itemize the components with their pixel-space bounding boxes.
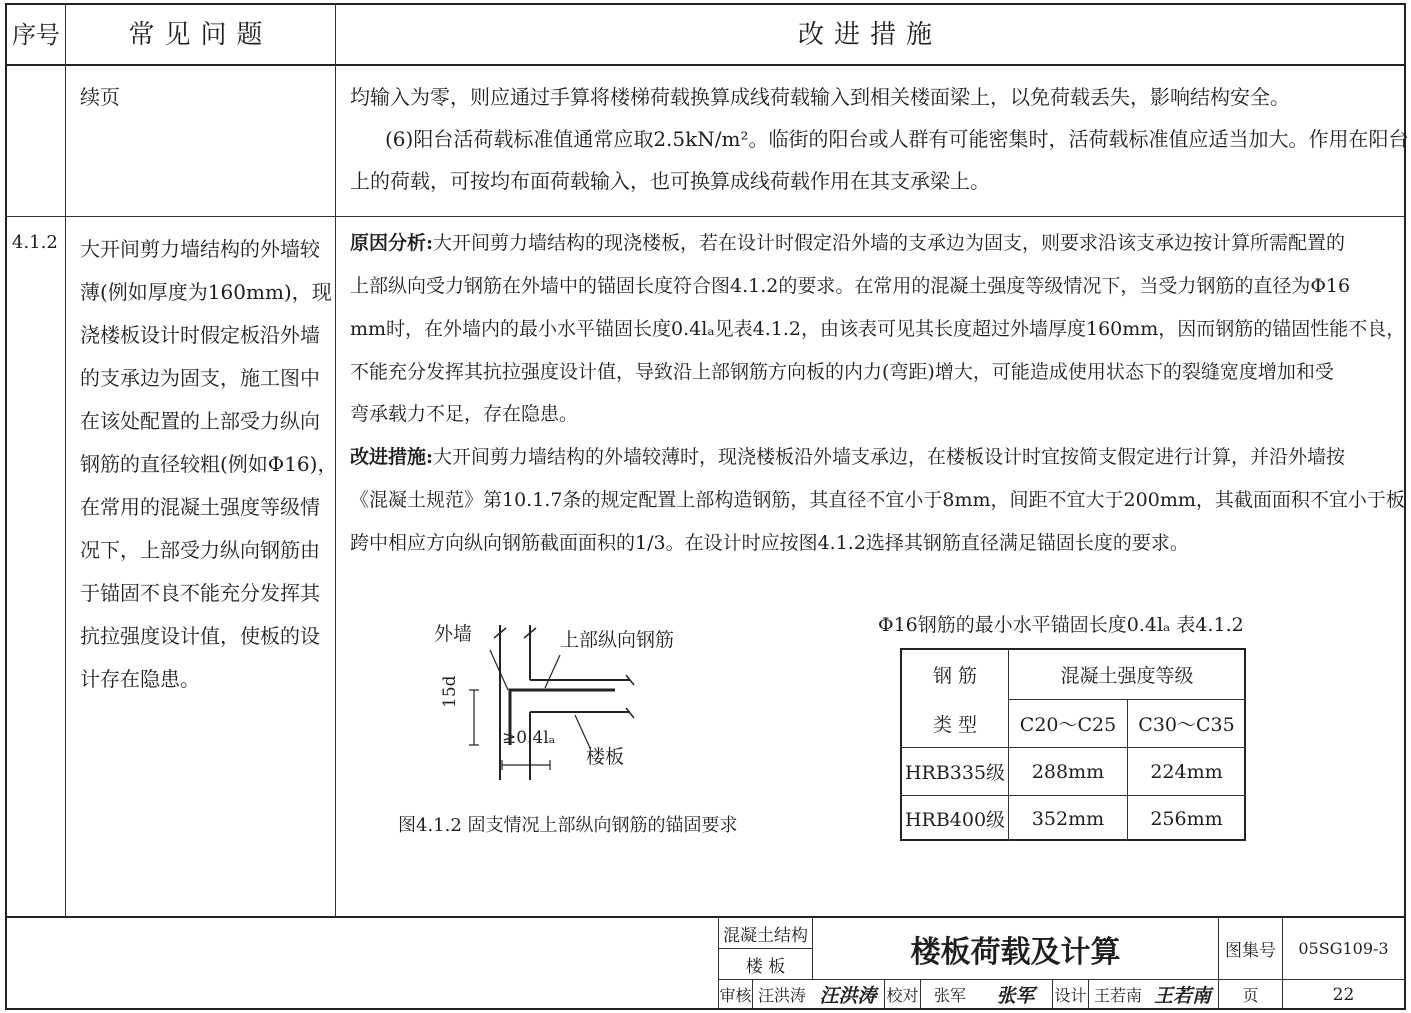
tb-check-signature: 张军 [996, 985, 1035, 1007]
table-cell-value: 224mm [1150, 760, 1223, 783]
header-divider [5, 64, 1406, 66]
table-title: Φ16钢筋的最小水平锚固长度0.4lₐ 表4.1.2 [878, 614, 1244, 636]
analysis-text: 大开间剪力墙结构的现浇楼板，若在设计时假定沿外墙的支承边为固支，则要求沿该支承边按计算所需配置的 [433, 232, 1346, 254]
item-number: 4.1.2 [12, 232, 58, 253]
problem-line: 于锚固不良不能充分发挥其 [80, 581, 320, 605]
tb-atlas-number: 05SG109-3 [1298, 939, 1389, 958]
label-top-rebar: 上部纵向钢筋 [560, 629, 675, 651]
table-head-c20-c25: C20～C25 [1019, 714, 1117, 736]
table-cell-type: HRB400级 [904, 809, 1006, 831]
table-head-c30-c35: C30～C35 [1138, 714, 1235, 736]
header-serial-no: 序号 [12, 20, 60, 49]
row1-line-3: 上的荷载，可按均布面荷载输入，也可换算成线荷载作用在其支承梁上。 [350, 169, 990, 193]
label-15d: 15d [440, 675, 460, 708]
tb-atlas-label: 图集号 [1225, 941, 1276, 961]
problem-line: 浇楼板设计时假定板沿外墙 [80, 323, 320, 347]
col-divider-1 [65, 3, 66, 917]
problem-line: 在常用的混凝土强度等级情 [80, 495, 320, 519]
measure-line-3: 跨中相应方向纵向钢筋截面面积的1/3。在设计时应按图4.1.2选择其钢筋直径满足锚固长度的要求。 [350, 532, 1189, 554]
problem-line: 计存在隐患。 [80, 667, 200, 691]
header-improvement-measures: 改进措施 [797, 19, 942, 50]
label-outer-wall: 外墙 [434, 623, 473, 645]
analysis-line-3: mm时，在外墙内的最小水平锚固长度0.4lₐ见表4.1.2，由该表可见其长度超过外墙厚度160mm，因而钢筋的锚固性能不良， [350, 318, 1406, 340]
problem-line: 在该处配置的上部受力纵向 [80, 409, 320, 433]
figure-caption: 图4.1.2 固支情况上部纵向钢筋的锚固要求 [398, 815, 738, 836]
tb-design-name: 王若南 [1093, 986, 1142, 1005]
row1-line-2: (6)阳台活荷载标准值通常应取2.5kN/m²。临街的阳台或人群有可能密集时，活荷载标准值应适当加大。作用在阳台 [385, 127, 1409, 151]
problem-line: 抗拉强度设计值，使板的设 [80, 624, 320, 648]
tb-review-name: 汪洪涛 [757, 986, 806, 1005]
problem-line: 钢筋的直径较粗(例如Φ16)， [80, 452, 338, 476]
problem-line: 况下，上部受力纵向钢筋由 [80, 538, 320, 562]
tb-category-top: 混凝土结构 [723, 925, 808, 946]
measure-text: 大开间剪力墙结构的外墙较薄时，现浇楼板沿外墙支承边，在楼板设计时宜按简支假定进行计算，并沿外墙按 [433, 446, 1346, 468]
row1-line-1: 均输入为零，则应通过手算将楼梯荷载换算成线荷载输入到相关楼面梁上，以免荷载丢失，影响结构安全。 [350, 85, 1290, 109]
tb-check-name: 张军 [933, 986, 966, 1005]
table-cell-value: 288mm [1031, 760, 1105, 783]
analysis-line-5: 弯承载力不足，存在隐患。 [350, 403, 579, 425]
measure-label: 改进措施: [350, 446, 434, 468]
analysis-label: 原因分析: [350, 232, 434, 254]
analysis-line-4: 不能充分发挥其抗拉强度设计值，导致沿上部钢筋方向板的内力(弯距)增大，可能造成使用状态下的裂缝宽度增加和受 [350, 361, 1334, 383]
analysis-paragraph-line [350, 222, 1345, 264]
tb-page-label: 页 [1242, 986, 1259, 1005]
table-cell-value: 352mm [1031, 807, 1105, 830]
measure-paragraph-line [350, 436, 1345, 478]
analysis-line-2: 上部纵向受力钢筋在外墙中的锚固长度符合图4.1.2的要求。在常用的混凝土强度等级情况下，当受力钢筋的直径为Φ16 [350, 275, 1351, 297]
problem-description [80, 228, 338, 701]
label-anchor-length: ≥0.4lₐ [502, 728, 556, 748]
tb-check-label: 校对 [886, 986, 919, 1005]
tb-design-label: 设计 [1054, 986, 1087, 1005]
table-cell-type: HRB335级 [904, 762, 1006, 784]
label-slab: 楼板 [586, 746, 625, 768]
table-border-left [5, 3, 7, 1009]
table-head-rebar: 钢 筋 [932, 664, 978, 687]
problem-line: 的支承边为固支，施工图中 [80, 366, 320, 390]
continuation-label: 续页 [80, 85, 120, 109]
problem-line: 薄(例如厚度为160mm)，现 [80, 280, 332, 304]
tb-design-signature: 王若南 [1153, 985, 1211, 1007]
tb-page-number: 22 [1332, 984, 1355, 1005]
table-cell-value: 256mm [1150, 807, 1223, 830]
table-head-type: 类 型 [932, 713, 978, 736]
header-common-problems: 常见问题 [128, 19, 273, 50]
tb-review-signature: 汪洪涛 [819, 985, 877, 1007]
measure-line-2: 《混凝土规范》第10.1.7条的规定配置上部构造钢筋，其直径不宜小于8mm，间距不宜大于200mm，其截面面积不宜小于板 [350, 489, 1405, 511]
tb-category-bottom: 楼 板 [745, 956, 786, 977]
problem-line: 大开间剪力墙结构的外墙较 [80, 237, 320, 261]
table-head-concrete-grade: 混凝土强度等级 [1060, 665, 1194, 687]
row-divider [5, 216, 1406, 217]
tb-review-label: 审核 [719, 986, 752, 1005]
drawing-title: 楼板荷载及计算 [910, 934, 1121, 970]
